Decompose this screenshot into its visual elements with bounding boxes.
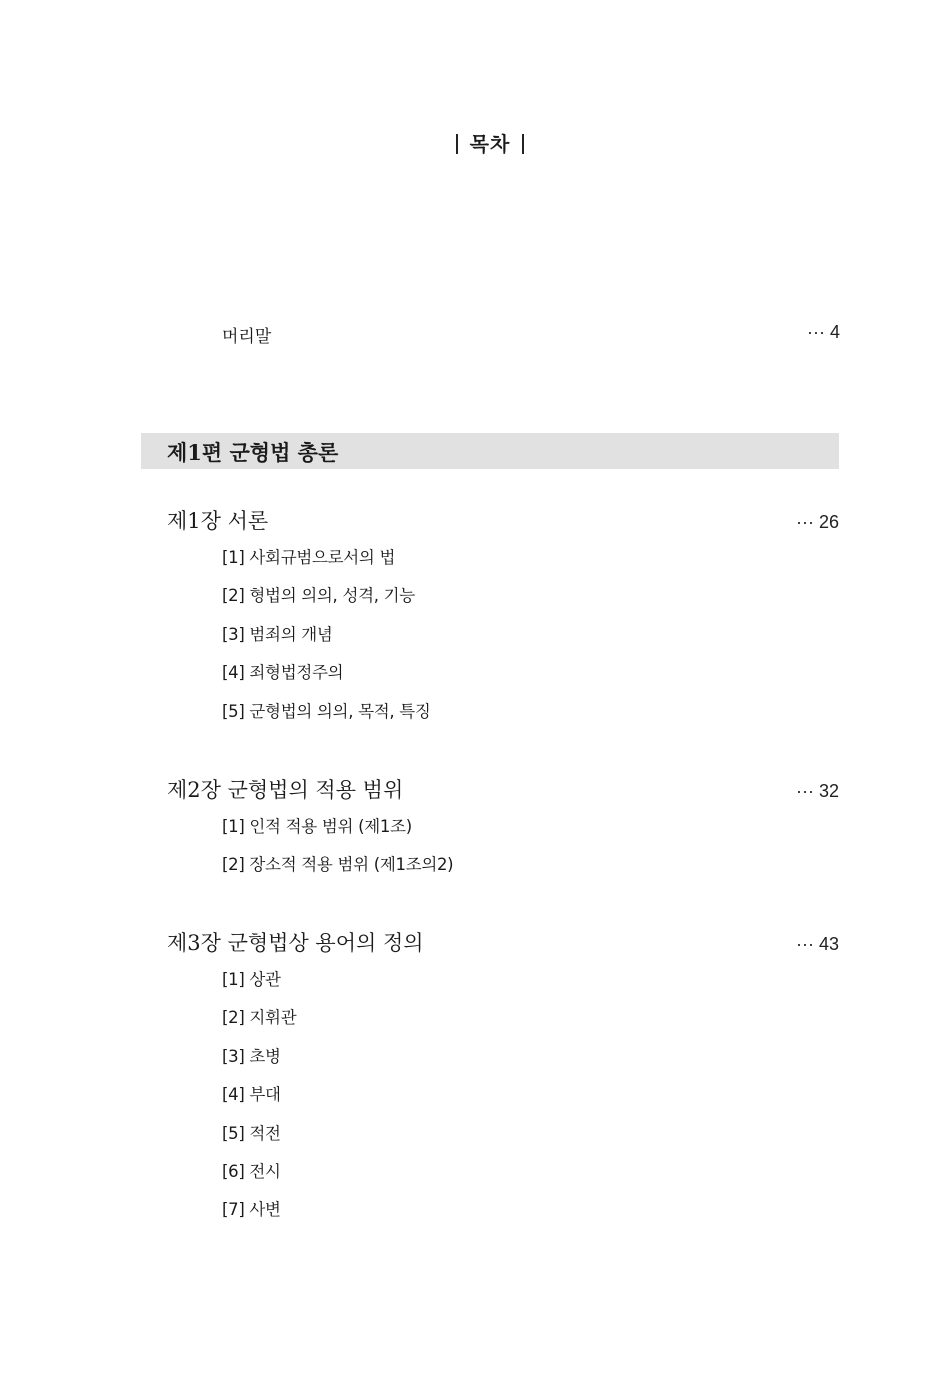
toc-chapter-2 xyxy=(167,774,839,893)
section-item[interactable]: [2] 형법의 의의, 성격, 기능 xyxy=(222,586,415,606)
section-item[interactable]: [4] 부대 xyxy=(222,1085,281,1105)
section-item[interactable]: [1] 인적 적용 범위 (제1조) xyxy=(222,817,412,836)
chapter-title: 제1장 서론 xyxy=(167,509,269,533)
toc-chapter-1 xyxy=(167,505,839,739)
page-title xyxy=(0,128,950,157)
chapter-page: ··· 26 xyxy=(795,512,839,532)
part-heading-band xyxy=(141,433,839,469)
section-item[interactable]: [7] 사변 xyxy=(222,1200,281,1220)
chapter-page: ··· 43 xyxy=(795,934,839,954)
toc-chapter-3 xyxy=(167,927,839,1238)
chapter-title: 제2장 군형법의 적용 범위 xyxy=(167,778,404,802)
toc-entry-preface[interactable] xyxy=(222,322,840,347)
title-bar-right xyxy=(522,134,524,154)
title-bar-left xyxy=(456,134,458,154)
section-item[interactable]: [6] 전시 xyxy=(222,1161,281,1181)
section-list xyxy=(222,816,839,893)
section-item[interactable]: [5] 적전 xyxy=(222,1123,281,1143)
section-list xyxy=(222,969,839,1238)
section-item[interactable]: [1] 상관 xyxy=(222,970,281,989)
preface-label: 머리말 xyxy=(222,327,272,347)
section-item[interactable]: [5] 군형법의 의의, 목적, 특징 xyxy=(222,701,431,721)
section-item[interactable]: [3] 범죄의 개념 xyxy=(222,624,333,644)
section-item[interactable]: [2] 장소적 적용 범위 (제1조의2) xyxy=(222,855,454,875)
part-title: 제1편 군형법 총론 xyxy=(167,440,339,465)
chapter-heading[interactable] xyxy=(167,774,839,804)
chapter-heading[interactable] xyxy=(167,505,839,535)
section-item[interactable]: [1] 사회규범으로서의 법 xyxy=(222,548,396,567)
chapter-heading[interactable] xyxy=(167,927,839,957)
section-item[interactable]: [3] 초병 xyxy=(222,1046,281,1066)
section-item[interactable]: [2] 지휘관 xyxy=(222,1008,297,1028)
chapter-title: 제3장 군형법상 용어의 정의 xyxy=(167,931,424,955)
preface-page: ··· 4 xyxy=(807,322,840,342)
section-item[interactable]: [4] 죄형법정주의 xyxy=(222,663,344,683)
chapter-page: ··· 32 xyxy=(795,781,839,801)
title-text: 목차 xyxy=(469,132,511,156)
section-list xyxy=(222,547,839,739)
